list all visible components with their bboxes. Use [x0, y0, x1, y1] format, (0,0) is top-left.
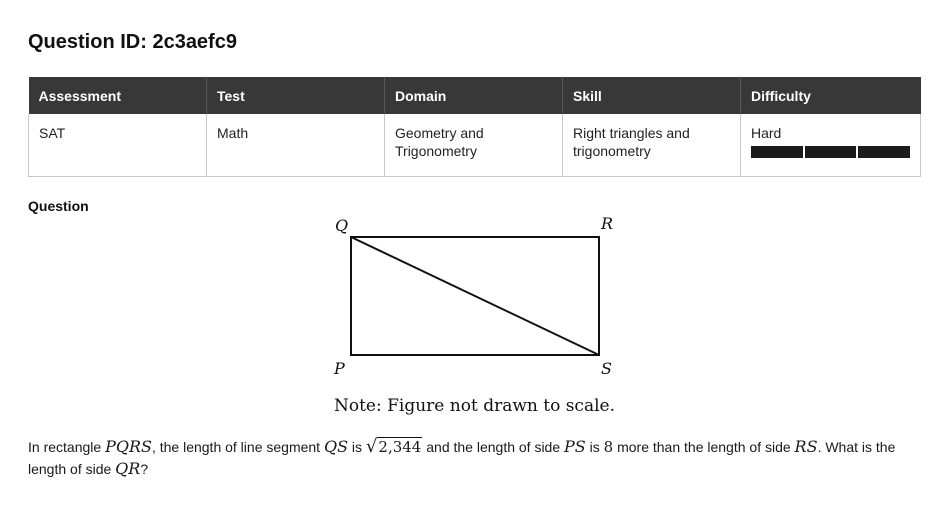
math-radicand: 2,344 — [378, 438, 422, 456]
question-text-part: is — [585, 439, 604, 455]
math-rectangle-name: PQRS — [105, 437, 152, 456]
math-side-qr: QR — [115, 459, 141, 478]
question-metadata-table — [28, 77, 921, 177]
header-difficulty: Difficulty — [741, 77, 921, 114]
vertex-label-q: Q — [335, 216, 349, 235]
diagonal-qs — [351, 237, 599, 355]
question-text-part: more than the length of side — [613, 439, 795, 455]
vertex-label-s: S — [601, 359, 612, 378]
difficulty-meter — [751, 146, 910, 158]
question-text-part: ? — [140, 461, 149, 477]
difficulty-bar — [805, 146, 857, 158]
question-text-part: . What is the length of side — [28, 439, 896, 477]
rectangle-figure — [320, 208, 630, 380]
vertex-label-r: R — [601, 214, 614, 233]
cell-difficulty — [741, 114, 921, 177]
table-row — [29, 114, 921, 177]
math-number: 8 — [603, 438, 614, 456]
table-header-row — [29, 77, 921, 114]
question-text-part: is — [348, 439, 366, 455]
header-domain: Domain — [385, 77, 563, 114]
math-square-root — [366, 437, 422, 456]
page-title: Question ID: 2c3aefc9 — [28, 31, 237, 53]
difficulty-bar — [858, 146, 910, 158]
cell-assessment: SAT — [29, 114, 207, 177]
cell-test: Math — [207, 114, 385, 177]
header-skill: Skill — [563, 77, 741, 114]
math-segment-qs: QS — [323, 437, 349, 456]
difficulty-label: Hard — [751, 125, 782, 141]
radical-sign-icon: √ — [365, 436, 378, 457]
header-test: Test — [207, 77, 385, 114]
cell-domain: Geometry and Trigonometry — [385, 114, 563, 177]
vertex-label-p: P — [334, 359, 345, 378]
question-text — [28, 436, 908, 480]
question-label: Question — [28, 198, 89, 214]
question-text-part: , the length of line segment — [151, 439, 324, 455]
question-text-part: In rectangle — [28, 439, 106, 455]
math-side-ps: PS — [564, 437, 586, 456]
header-assessment: Assessment — [29, 77, 207, 114]
cell-skill: Right triangles and trigonometry — [563, 114, 741, 177]
math-side-rs: RS — [794, 437, 818, 456]
difficulty-bar — [751, 146, 803, 158]
question-text-part: and the length of side — [422, 439, 565, 455]
figure-note: Note: Figure not drawn to scale. — [333, 396, 615, 416]
